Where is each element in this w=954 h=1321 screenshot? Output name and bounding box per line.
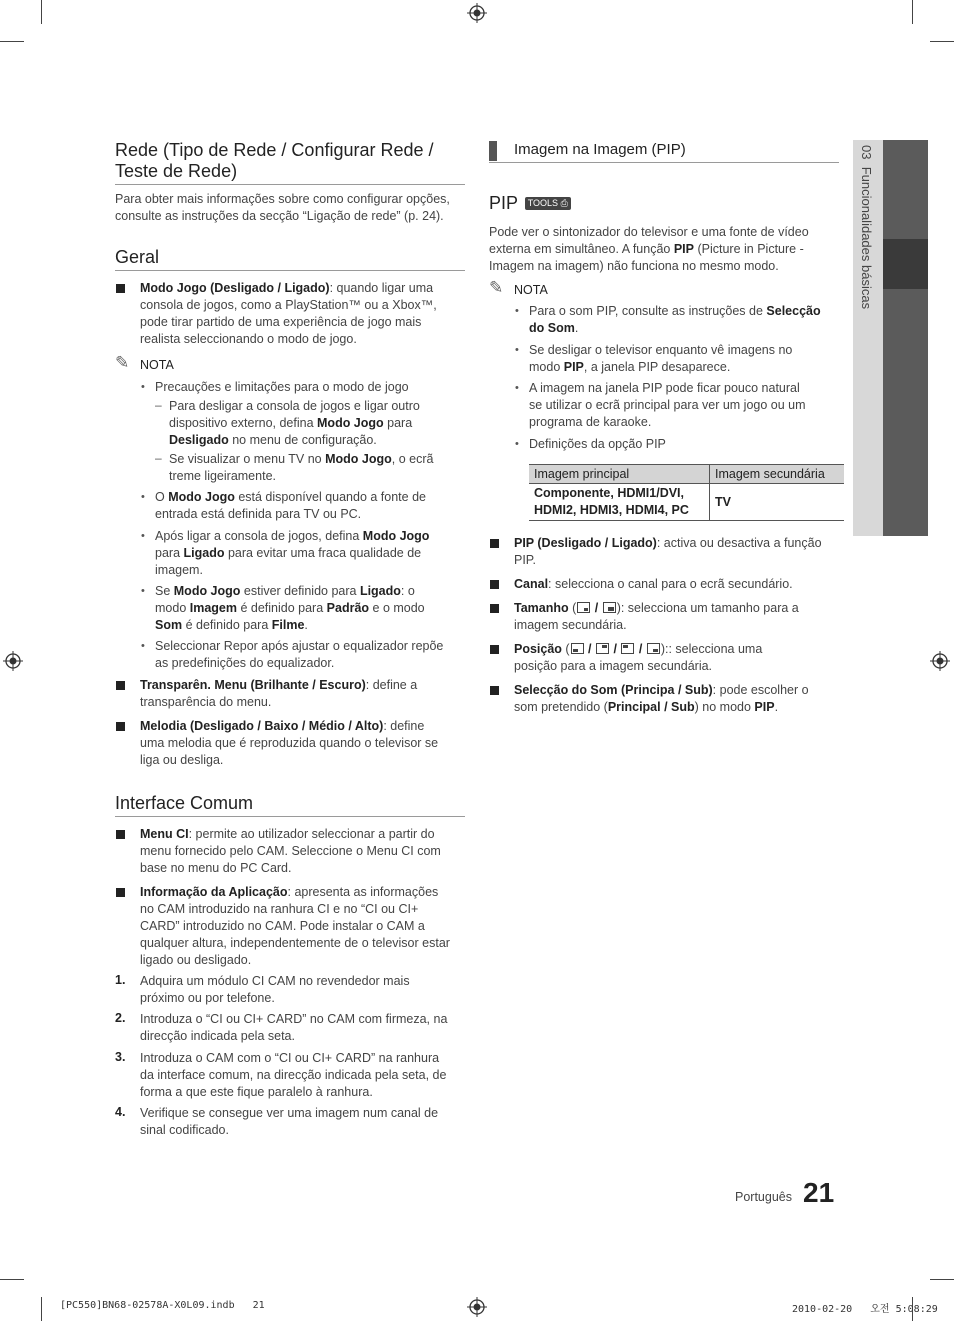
pip-title: PIP TOOLS ⎙ — [489, 193, 571, 214]
section-title-geral: Geral — [115, 247, 160, 267]
section-title-rede: Rede (Tipo de Rede / Configurar Rede / Teste de Rede) — [115, 140, 434, 181]
registration-mark-icon — [467, 1297, 487, 1317]
crop-mark — [912, 0, 913, 24]
section-rule — [115, 184, 465, 185]
crop-mark — [930, 41, 954, 42]
pip-item: PIP (Desligado / Ligado): activa ou desactiva a função PIP. — [514, 536, 822, 567]
bullet-square — [490, 604, 499, 613]
tools-badge: TOOLS ⎙ — [525, 197, 571, 210]
modo-jogo-item: Modo Jogo (Desligado / Ligado): quando ligar uma consola de jogos, como a PlayStation™ ou a Xbox™, pode tirar partido de uma experiência de jogo mais realista seleccionando o modo de jogo. — [140, 281, 437, 346]
table-header: Imagem secundária — [710, 465, 845, 484]
side-tab-marker — [883, 239, 928, 289]
crop-mark — [41, 1297, 42, 1321]
table-cell: TV — [710, 484, 845, 521]
note-item: Se desligar o televisor enquanto vê imagens no modo PIP, a janela PIP desaparece. — [529, 343, 793, 374]
table-cell: Componente, HDMI1/DVI, HDMI2, HDMI3, HDMI4, PC — [529, 484, 710, 521]
seleccao-som-item: Selecção do Som (Principa / Sub): pode escolher o som pretendido (Principal / Sub) no modo PIP. — [514, 683, 809, 714]
print-file-info: [PC550]BN68-02578A-X0L09.indb 21 — [60, 1300, 265, 1311]
bullet-dot: • — [515, 382, 519, 394]
pip-size-small-icon — [577, 602, 590, 613]
note-item: Definições da opção PIP — [529, 437, 666, 451]
section-bar-title: Imagem na Imagem (PIP) — [514, 141, 686, 158]
canal-item: Canal: selecciona o canal para o ecrã secundário. — [514, 577, 793, 591]
registration-mark-icon — [467, 3, 487, 23]
bullet-square — [490, 539, 499, 548]
posicao-item: Posição ( / / / ):: selecciona uma posição para a imagem secundária. — [514, 642, 763, 673]
menu-ci-item: Menu CI: permite ao utilizador seleccionar a partir do menu fornecido pelo CAM. Seleccione o Menu CI com base no menu do PC Card. — [140, 827, 441, 875]
step-text: Introduza o “CI ou CI+ CARD” no CAM com firmeza, na direcção indicada pela seta. — [140, 1012, 448, 1043]
bullet-dash: – — [155, 398, 162, 412]
tamanho-item: Tamanho ( / ): selecciona um tamanho para a imagem secundária. — [514, 601, 799, 632]
note-item: A imagem na janela PIP pode ficar pouco natural se utilizar o ecrã principal para ver um jogo ou um programa de karaoke. — [529, 381, 806, 429]
step-number: 3. — [115, 1050, 126, 1064]
bullet-square — [490, 645, 499, 654]
bullet-square — [116, 888, 125, 897]
registration-mark-icon — [3, 651, 23, 671]
bullet-dot: • — [141, 640, 145, 652]
crop-mark — [930, 1279, 954, 1280]
section-rule — [115, 816, 465, 817]
step-number: 2. — [115, 1011, 126, 1025]
table-header: Imagem principal — [529, 465, 710, 484]
section-title-interface-comum: Interface Comum — [115, 793, 254, 813]
pencil-icon: ✎ — [489, 278, 504, 297]
bullet-square — [116, 722, 125, 731]
bullet-dot: • — [515, 438, 519, 450]
note-item: Se Modo Jogo estiver definido para Ligado: o modo Imagem é definido para Padrão e o modo Som é definido para Filme. — [155, 584, 425, 632]
section-rule — [489, 162, 839, 163]
bullet-dash: – — [155, 451, 162, 465]
chapter-number: 03 — [859, 145, 874, 160]
pip-size-large-icon — [603, 602, 616, 613]
bullet-dot: • — [515, 305, 519, 317]
side-tab-label — [859, 145, 874, 309]
bullet-dot: • — [141, 381, 145, 393]
pip-position-bottom-left-icon — [571, 643, 584, 654]
step-number: 1. — [115, 973, 126, 987]
footer-language: Português — [735, 1190, 792, 1204]
side-tab-dark — [883, 140, 928, 536]
bullet-dot: • — [141, 530, 145, 542]
bullet-square — [116, 830, 125, 839]
note-subitem: Para desligar a consola de jogos e ligar outro dispositivo externo, defina Modo Jogo para Desligado no menu de configuração. — [169, 399, 420, 447]
note-subitem: Se visualizar o menu TV no Modo Jogo, o ecrã treme ligeiramente. — [169, 452, 434, 483]
section-rule — [115, 270, 465, 271]
pip-options-table — [529, 464, 844, 521]
chapter-title: Funcionalidades básicas — [859, 166, 874, 310]
step-text: Verifique se consegue ver uma imagem num canal de sinal codificado. — [140, 1106, 439, 1137]
pip-position-top-right-icon — [596, 643, 609, 654]
note-item: Seleccionar Repor após ajustar o equalizador repõe as predefinições do equalizador. — [155, 639, 444, 670]
bullet-dot: • — [515, 344, 519, 356]
note-item: Precauções e limitações para o modo de jogo — [155, 380, 409, 394]
bullet-square — [116, 681, 125, 690]
note-item: Após ligar a consola de jogos, defina Modo Jogo para Ligado para evitar uma fraca qualidade de imagem. — [155, 529, 430, 577]
note-item: Para o som PIP, consulte as instruções de Selecção do Som. — [529, 304, 821, 335]
bullet-square — [116, 284, 125, 293]
step-text: Adquira um módulo CI CAM no revendedor mais próximo ou por telefone. — [140, 974, 410, 1005]
registration-mark-icon — [930, 651, 950, 671]
informacao-aplicacao-item: Informação da Aplicação: apresenta as informações no CAM introduzido na ranhura CI e no “CI ou CI+ CARD” introduzido no CAM. Pode instalar o CAM a qualquer altura, independentemente de o televisor estar ligado ou desligado. — [140, 885, 450, 967]
crop-mark — [0, 41, 24, 42]
step-text: Introduza o CAM com o “CI ou CI+ CARD” na ranhura da interface comum, na direcção indicada pela seta, de forma a que este fique paralelo à ranhura. — [140, 1051, 447, 1099]
print-timestamp: 2010-02-20 오전 5:08:29 — [792, 1304, 938, 1315]
note-item: O Modo Jogo está disponível quando a fonte de entrada está definida para TV ou PC. — [155, 490, 426, 521]
section-bar-marker — [489, 141, 497, 161]
pip-position-bottom-right-icon — [647, 643, 660, 654]
melodia-item: Melodia (Desligado / Baixo / Médio / Alto): define uma melodia que é reproduzida quando o televisor se liga ou desliga. — [140, 719, 439, 767]
step-number: 4. — [115, 1105, 126, 1119]
bullet-dot: • — [141, 585, 145, 597]
pencil-icon: ✎ — [115, 353, 130, 372]
crop-mark — [41, 0, 42, 24]
bullet-square — [490, 686, 499, 695]
note-label: NOTA — [514, 283, 548, 297]
tools-icon: ⎙ — [558, 198, 568, 208]
bullet-dot: • — [141, 491, 145, 503]
note-label: NOTA — [140, 358, 174, 372]
bullet-square — [490, 580, 499, 589]
transparencia-item: Transparên. Menu (Brilhante / Escuro): define a transparência do menu. — [140, 678, 418, 709]
pip-position-top-left-icon — [621, 643, 634, 654]
crop-mark — [0, 1279, 24, 1280]
pip-intro: Pode ver o sintonizador do televisor e uma fonte de vídeo externa em simultâneo. A função PIP (Picture in Picture - Imagem na imagem) não funciona no mesmo modo. — [489, 225, 809, 273]
page-number: 21 — [803, 1177, 835, 1208]
rede-description: Para obter mais informações sobre como configurar opções, consulte as instruções da secção “Ligação de rede” (p. 24). — [115, 192, 450, 223]
